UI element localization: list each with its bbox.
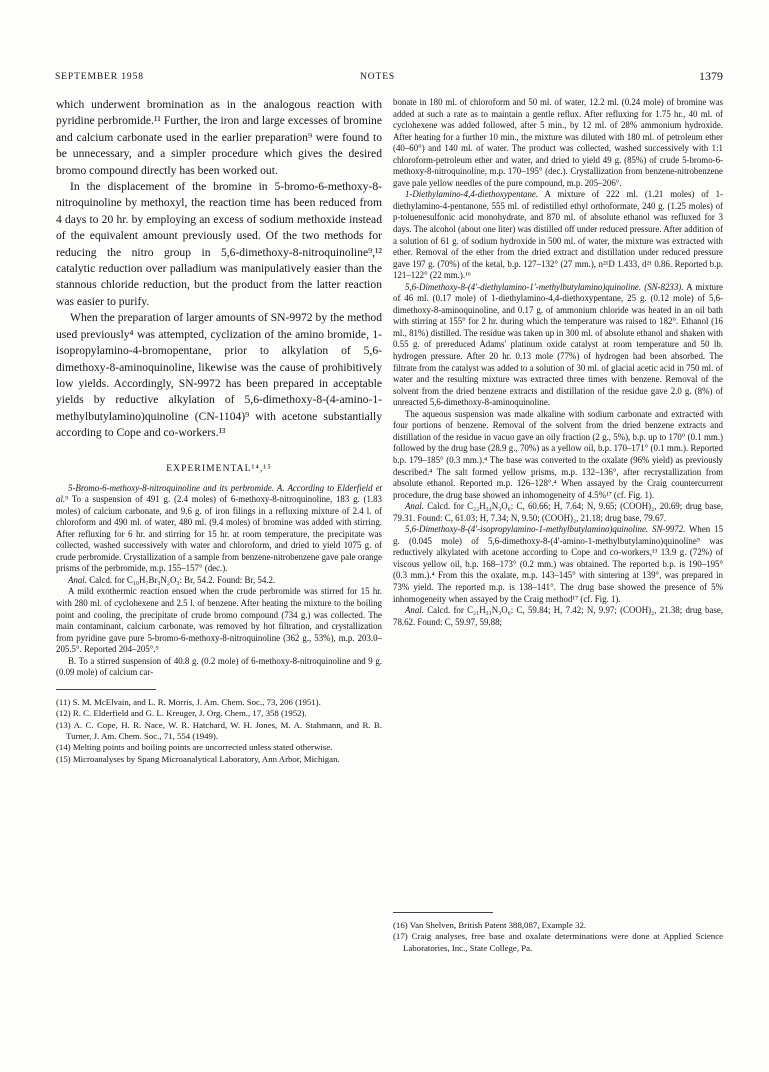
experimental-paragraph: B. To a stirred suspension of 40.8 g. (0.2 mole) of 6-methoxy-8-nitroquinoline and 9 g. (0.09 mole) of calcium car- — [56, 655, 382, 678]
experimental-paragraph — [393, 524, 723, 605]
footnote-rule — [56, 689, 156, 690]
analysis-label: Anal. — [405, 501, 424, 512]
paragraph-text: A mixture of 46 ml. (0.17 mole) of 1-diethylamino-4,4-diethoxypentane, 25 g. (0.12 mole) of 5,6-dimethoxy-8-aminoquinoline, and 0.17 g. of ammonium chloride was heated in an oil bath with stirring at 155° for 2 hr. during which the temperature was raised to 182°. Ethanol (16 ml., 81%) distilled. The residue was taken up in 300 ml. of absolute ethanol and shaken with 0.55 g. of prereduced Adams' platinum oxide catalyst at room temperature and 50 lb. hydrogen pressure. After 20 hr. 0.13 mole (77%) of hydrogen had been absorbed. The filtrate from the catalyst was added to a solution of 30 ml. of glacial acetic acid in 750 ml. of water and the resulting mixture was extracted three times with benzene. Removal of the solvent from the dried benzene extracts and distillation of the residue gave 2.0 g. (8%) of unreacted 5,6-dimethoxy-8-aminoquinoline. — [393, 281, 723, 408]
analysis-paragraph — [393, 501, 723, 524]
experimental-paragraph: The aqueous suspension was made alkaline with sodium carbonate and extracted with four portions of benzene. Removal of the solvent from the dried benzene extracts and distillation of the residue in vacuo gave an oily fraction (2 g., 5%), b.p. up to 170° (0.1 mm.) followed by the drug base (28.9 g., 70%) as a yellow oil, b.p. 170–171° (0.1 mm.). Reported b.p. 179–185° (0.3 mm.).⁴ The base was converted to the oxalate (96% yield) as previously described.⁴ The salt formed yellow prisms, m.p. 132–136°, after recrystallization from absolute ethanol. Reported m.p. 126–128°.⁴ When assayed by the Craig countercurrent procedure, the drug base showed an inhomogeneity of 4.5%¹⁷ (cf. Fig. 1). — [393, 408, 723, 500]
left-column — [56, 97, 382, 765]
experimental-heading: EXPERIMENTAL¹⁴,¹⁵ — [166, 463, 272, 474]
analysis-label: Anal. — [405, 605, 424, 616]
footnote: (17) Craig analyses, free base and oxalate determinations were done at Applied Science Laboratories, Inc., State College, Pa. — [393, 931, 723, 953]
body-paragraph: In the displacement of the bromine in 5-bromo-6-methoxy-8-nitroquinoline by methoxyl, the reaction time has been reduced from 4 days to 20 hr. by employing an excess of sodium methoxide instead of the equivalent amount previously used. Of the two methods for reducing the nitro group in 5,6-dimethoxy-8-nitroquinoline⁹,¹² catalytic reduction over palladium was manipulatively easier than the stannous chloride reduction, but the product from the latter reaction was easier to purify. — [56, 180, 382, 308]
compound-title: 5,6-Dimethoxy-8-(4′-diethylamino-1′-methylbutylamino)quinoline. (SN-8233). — [405, 281, 684, 292]
analysis-text: Calcd. for C₂₂H₃₄N₃O₆: C, 60.66; H, 7.64; N, 9.65; (COOH)₂, 20.69; drug base, 79.31. Found: C, 61.03; H, 7.34; N, 9.50; (COOH)₂, 21.18; drug base, 79.67. — [393, 501, 723, 523]
footnote: (11) S. M. McElvain, and L. R. Morris, J. Am. Chem. Soc., 73, 206 (1951). — [56, 696, 321, 707]
analysis-text: Calcd. for C₁₀H₇Br₃N₂O₃: Br, 54.2. Found: Br, 54.2. — [86, 574, 276, 585]
compound-title: 5,6-Dimethoxy-8-(4′-isopropylamino-1-methylbutylamino)quinoline. SN-9972. — [405, 524, 686, 535]
paragraph-text: ⁹ To a suspension of 491 g. (2.4 moles) of 6-methoxy-8-nitroquinoline, 183 g. (1.83 moles) of calcium carbonate, and 9.6 g. of iron filings in a refluxing mixture of 2.4 l. of chloroform and 490 ml. of water, 480 ml. (9.4 moles) of bromine was added with stirring. After refluxing for 6 hr. and stirring for 15 hr. at room temperature, the precipitate was collected, washed successively with water and chloroform, and dried to yield 1075 g. of crude perbromide. Crystallization of a sample from benzene-nitrobenzene gave pale orange prisms of the perbromide, m.p. 155–157° (dec.). — [56, 494, 382, 574]
paragraph-text: When 15 g. (0.045 mole) of 5,6-dimethoxy-8-(4′-amino-1-methylbutylamino)quinoline⁹ was reductively alkylated with acetone according to Cope and co-workers,¹³ 13.9 g. (72%) of viscous yellow oil, b.p. 168–173° (0.2 mm.) was obtained. The reported b.p. is 190–195° (0.3 mm.).⁴ From this the oxalate, m.p. 143–145° with sintering at 139°, was prepared in 73% yield. The reported m.p. is 138–141°. The drug base showed the presence of 5% inhomogeneity when assayed by the Craig method¹⁷ (cf. Fig. 1). — [393, 524, 724, 604]
experimental-paragraph: bonate in 180 ml. of chloroform and 50 ml. of water, 12.2 ml. (0.24 mole) of bromine was added at such a rate as to maintain a gentle reflux. After refluxing for 1.75 hr., 40 ml. of cyclohexene was added followed, after 5 min., by 12 ml. of 28% ammonium hydroxide. After heating for a further 10 min., the mixture was diluted with 180 ml. of petroleum ether (40–60°) and 140 ml. of water. The product was collected, washed successively with 1:1 chloroform-petroleum ether and water, and dried to yield 49 g. (85%) of crude 5-bromo-6-methoxy-8-nitroquinoline, m.p. 170–195° (dec.). Crystallization from benzene-nitrobenzene gave pale yellow needles of the pure compound, m.p. 205–206°. — [393, 97, 723, 188]
running-header-section: NOTES — [360, 72, 396, 82]
page-number: 1379 — [699, 69, 723, 83]
right-footnotes — [393, 912, 723, 954]
paragraph-text: A mixture of 222 ml. (1.21 moles) of 1-diethylamino-4-pentanone, 555 ml. of redistilled ethyl orthoformate, 240 g. (1.25 moles) of p-toluenesulfonic acid monohydrate, and 870 ml. of absolute ethanol was refluxed for 3 days. The alcohol (about one liter) was distilled off under reduced pressure. After addition of a solution of 61 g. of sodium hydroxide in 500 ml. of water, the mixture was extracted with ether. Removal of the ether from the dried extract and distillation under reduced pressure gave 197 g. (70%) of the ketal, b.p. 127–132° (27 mm.), n²¹D 1.433, d²¹ 0.86. Reported b.p. 121–122° (22 mm.).¹⁶ — [393, 189, 723, 281]
compound-title: 5-Bromo-6-methoxy-8-nitroquinoline and its perbromide. A. According to Elderfield et al. — [56, 482, 382, 505]
body-paragraph: which underwent bromination as in the analogous reaction with pyridine perbromide.¹¹ Further, the iron and large excesses of bromine and calcium carbonate used in the earlier preparation⁹ were found to be unnecessary, and a simpler procedure which gives the desired bromo compound directly has been worked out. — [56, 98, 382, 177]
footnote-rule — [393, 912, 493, 913]
experimental-paragraph — [56, 483, 382, 575]
body-paragraph: When the preparation of larger amounts of SN-9972 by the method used previously⁴ was attempted, cyclization of the amino bromide, 1-isopropylamino-4-bromopentane, prior to alkylation of 5,6-dimethoxy-8-aminoquinoline, likewise was the cause of prohibitively low yields. Accordingly, SN-9972 has been prepared in acceptable yields by reductive alkylation of 5,6-dimethoxy-8-(4-amino-1-methylbutylamino)quinoline (CN-1104)⁹ with acetone substantially according to Cope and co-workers.¹³ — [56, 311, 382, 440]
right-column — [393, 97, 723, 628]
analysis-paragraph — [56, 575, 382, 587]
footnote: (14) Melting points and boiling points are uncorrected unless stated otherwise. — [56, 742, 333, 753]
footnote: (13) A. C. Cope, H. R. Nace, W. R. Hatchard, W. H. Jones, M. A. Stahmann, and R. B. Turner, J. Am. Chem. Soc., 71, 554 (1949). — [56, 719, 382, 742]
analysis-text: Calcd. for C₂₁H₃₁N₃O₆: C, 59.84; H, 7.42; N, 9.97; (COOH)₂, 21.38; drug base, 78.62. Found: C, 59.97, 59.88; — [393, 605, 723, 627]
compound-title: 1-Diethylamino-4,4-diethoxypentane. — [405, 189, 539, 200]
experimental-paragraph: A mild exothermic reaction ensued when the crude perbromide was stirred for 15 hr. with 280 ml. of cyclohexene and 2.5 l. of benzene. After heating the mixture to the boiling point and cooling, the precipitate of crude bromo compound (734 g.) was collected. The main contaminant, calcium carbonate, was removed by hot filtration, and crystallization from pyridine gave pure 5-bromo-6-methoxy-8-nitroquinoline (362 g., 53%), m.p. 203.0–205.5°. Reported 204–205°.⁹ — [56, 586, 382, 655]
footnote: (15) Microanalyses by Spang Microanalytical Laboratory, Ann Arbor, Michigan. — [56, 753, 340, 764]
analysis-paragraph — [393, 605, 723, 628]
experimental-paragraph — [393, 282, 723, 409]
analysis-label: Anal. — [68, 574, 87, 585]
footnote: (16) Van Shelven, British Patent 388,087, Example 32. — [393, 920, 587, 930]
experimental-paragraph — [393, 189, 723, 281]
running-header-date: SEPTEMBER 1958 — [55, 72, 144, 82]
footnote: (12) R. C. Elderfield and G. L. Kreuger, J. Org. Chem., 17, 358 (1952). — [56, 708, 307, 719]
